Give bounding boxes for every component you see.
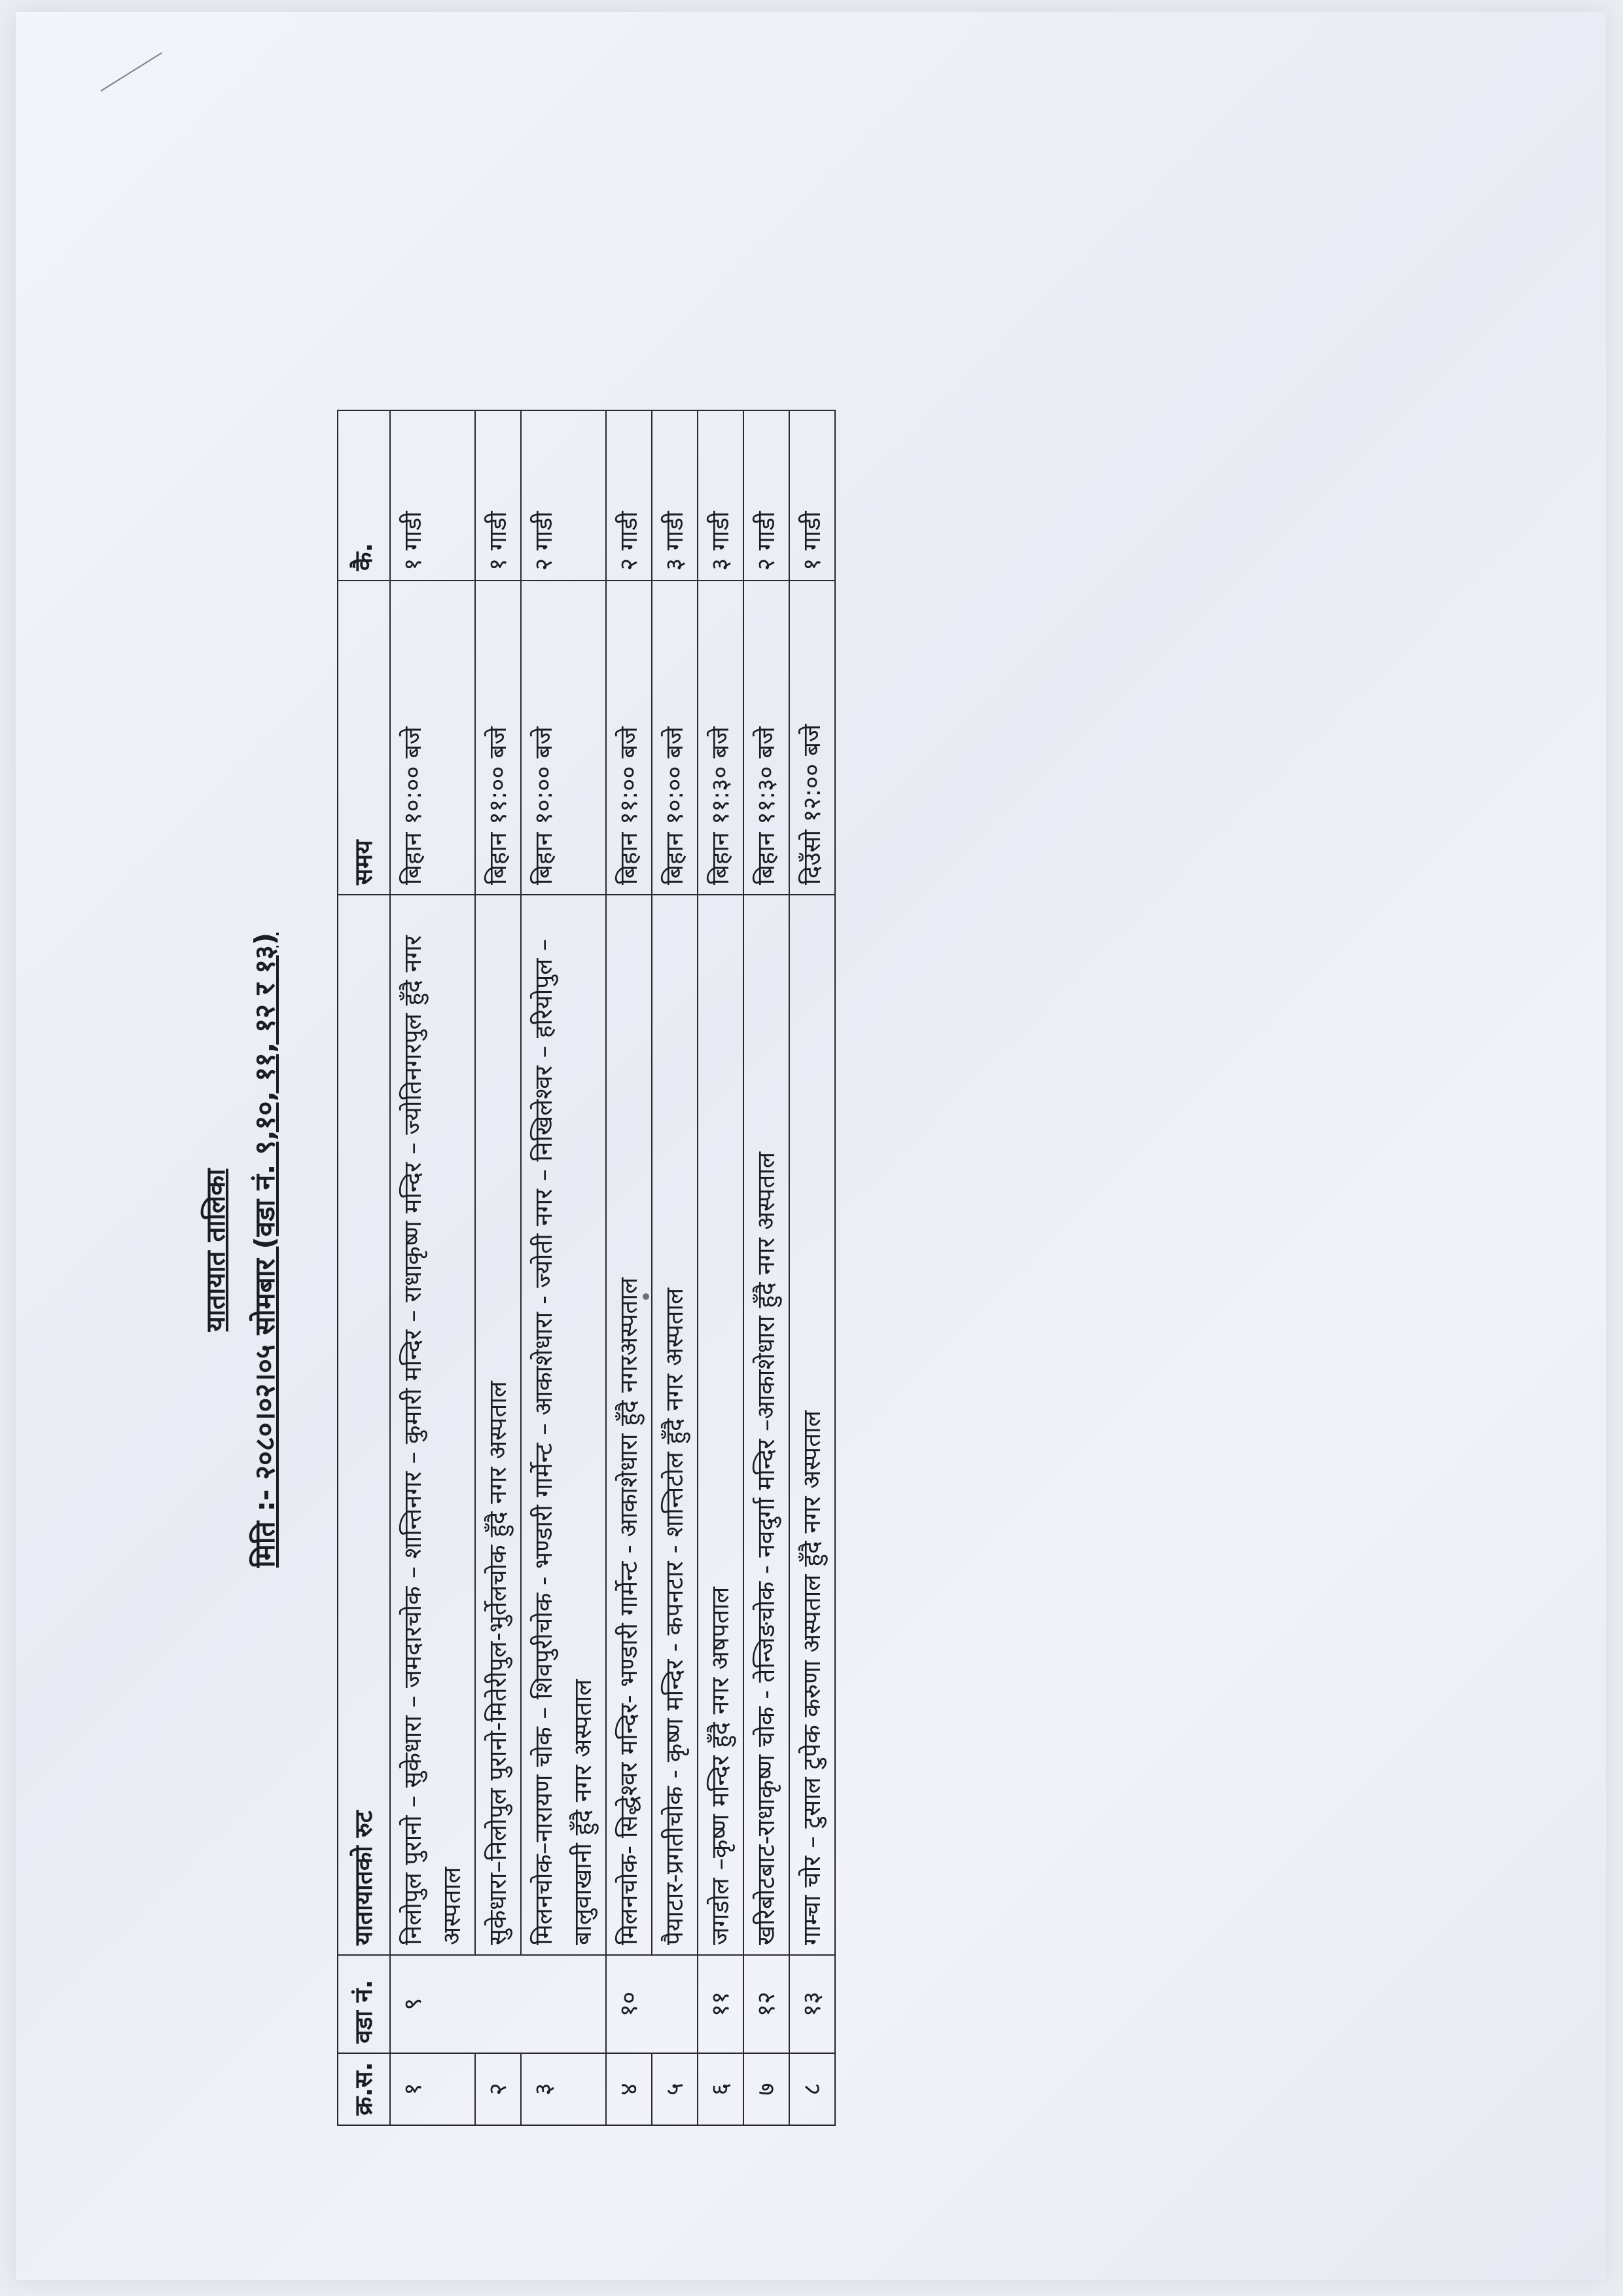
remark-cell: ३ गाडी — [698, 410, 743, 581]
remark-cell: १ गाडी — [789, 410, 835, 581]
remark-cell: ३ गाडी — [652, 410, 698, 581]
serial-cell: ५ — [652, 2053, 698, 2125]
route-cell: पैयाटार-प्रगतीचोक - कृष्ण मन्दिर - कपनटार - शान्तिटोल हुँदै नगर अस्पताल — [652, 895, 698, 1955]
remark-cell: १ गाडी — [475, 410, 521, 581]
traffic-schedule-table — [337, 410, 836, 2126]
header-time: समय — [338, 581, 390, 895]
serial-cell: १ — [390, 2053, 475, 2125]
time-cell: दिउँसो १२:०० बजे — [789, 581, 835, 895]
table-header-row — [338, 410, 390, 2125]
page-title: यातायात तालिका — [201, 1168, 231, 1332]
route-cell: निलोपुल पुरानो – सुकेधारा – जमदारचोक – शान्तिनगर – कुमारी मन्दिर – राधाकृष्ण मन्दिर – ज्योतिनगरपुल हुँदै नगर अस्पताल — [390, 895, 475, 1955]
remark-cell: २ गाडी — [743, 410, 789, 581]
time-cell: बिहान ११:३० बजे — [698, 581, 743, 895]
serial-cell: ७ — [743, 2053, 789, 2125]
route-cell: गाम्चा चोर – टुसाल टुपेक करुणा अस्पताल हुँदै नगर अस्पताल — [789, 895, 835, 1955]
time-cell: बिहान ११:३० बजे — [743, 581, 789, 895]
table-row — [743, 410, 789, 2125]
table-row — [475, 410, 521, 2125]
time-cell: बिहान १०:०० बजे — [652, 581, 698, 895]
ward-cell: १० — [606, 1955, 698, 2053]
route-cell: मिलनचोक–नारायण चोक – शिवपुरीचोक - भण्डारी गार्मेन्ट – आकाशेधारा - ज्योती नगर – निखिलेश्वर – हरियोपुल – बालुवाखानी हुँदै नगर अस्पताल — [521, 895, 606, 1955]
header-ward: वडा नं. — [338, 1955, 390, 2053]
ward-cell: १३ — [789, 1955, 835, 2053]
header-remark: कै. — [338, 410, 390, 581]
ward-cell: १२ — [743, 1955, 789, 2053]
ward-cell: ९ — [390, 1955, 606, 2053]
route-cell: मिलनचोक- सिद्धेश्वर मन्दिर- भण्डारी गार्मेन्ट - आकाशेधारा हुँदै नगरअस्पताल — [606, 895, 652, 1955]
serial-cell: ३ — [521, 2053, 606, 2125]
table-row — [789, 410, 835, 2125]
time-cell: बिहान १०:०० बजे — [390, 581, 475, 895]
serial-cell: ४ — [606, 2053, 652, 2125]
rotated-content — [196, 367, 1073, 2134]
remark-cell: २ गाडी — [606, 410, 652, 581]
header-serial: क्र.स. — [338, 2053, 390, 2125]
table-row — [698, 410, 743, 2125]
pen-stroke-mark — [100, 52, 162, 92]
route-cell: खरिबोटबाट-राधाकृष्ण चोक - तेन्जिङचोक - नवदुर्गा मन्दिर –आकाशेधारा हुँदै नगर अस्पताल — [743, 895, 789, 1955]
ward-cell: ११ — [698, 1955, 743, 2053]
remark-cell: २ गाडी — [521, 410, 606, 581]
serial-cell: ८ — [789, 2053, 835, 2125]
table-row — [521, 410, 606, 2125]
time-cell: बिहान १०:०० बजे — [521, 581, 606, 895]
serial-cell: २ — [475, 2053, 521, 2125]
table-row — [652, 410, 698, 2125]
page-subtitle: मिति :- २०८०।०२।०५ सोमबार (वडा नं. ९,१०, ११, १२ र १३) — [249, 932, 281, 1568]
route-cell: सुकेधारा–निलोपुल पुरानो-मितेरीपुल-भुर्तेलचोक हुँदै नगर अस्पताल — [475, 895, 521, 1955]
table-row — [390, 410, 475, 2125]
route-cell: जगडोल –कृष्ण मन्दिर हुँदै नगर अषपताल — [698, 895, 743, 1955]
header-route: यातायातको रुट — [338, 895, 390, 1955]
time-cell: बिहान ११:०० बजे — [606, 581, 652, 895]
remark-cell: १ गाडी — [390, 410, 475, 581]
time-cell: बिहान ११:०० बजे — [475, 581, 521, 895]
table-row — [606, 410, 652, 2125]
serial-cell: ६ — [698, 2053, 743, 2125]
